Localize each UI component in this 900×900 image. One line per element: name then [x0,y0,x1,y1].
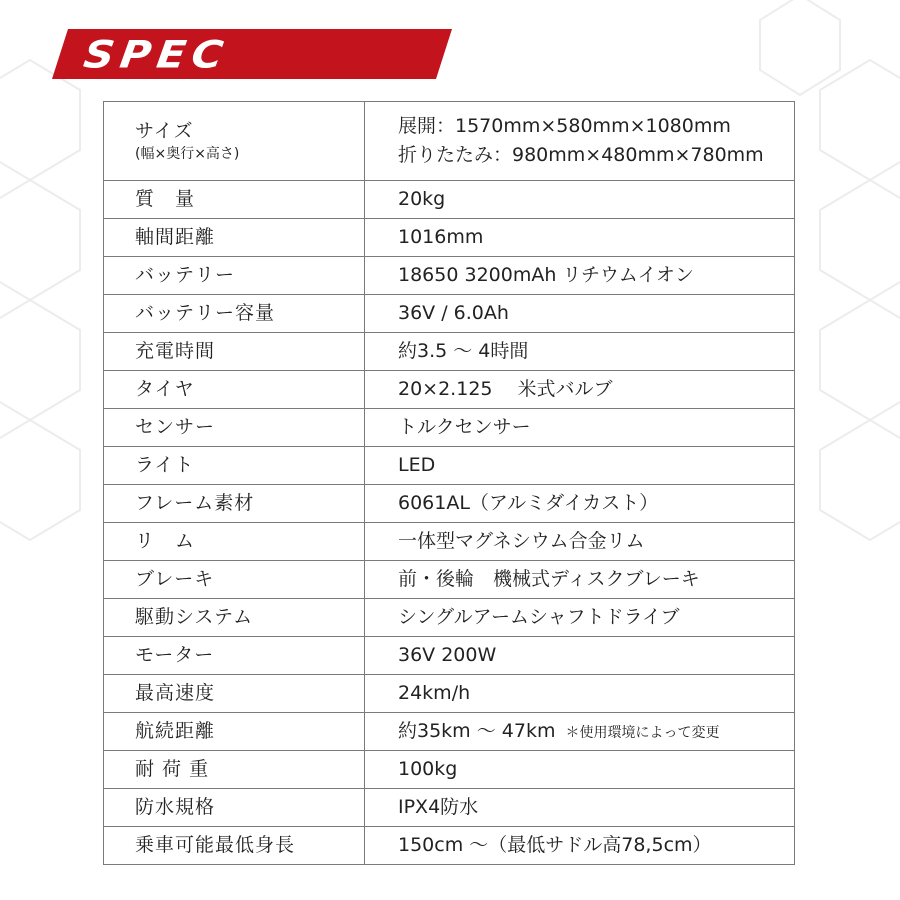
spec-label: モーター [104,637,365,675]
spec-row [104,219,795,257]
spec-row [104,257,795,295]
spec-row [104,447,795,485]
spec-value-text: シングルアームシャフトドライブ [398,606,680,629]
spec-value [365,599,795,637]
spec-row [104,523,795,561]
spec-label: 駆動システム [104,599,365,637]
spec-label: バッテリー [104,257,365,295]
spec-row [104,599,795,637]
spec-label: 航続距離 [104,713,365,751]
spec-label: 防水規格 [104,789,365,827]
spec-row [104,789,795,827]
spec-label: バッテリー容量 [104,295,365,333]
spec-value [365,219,795,257]
spec-row [104,713,795,751]
spec-value-text: LED [398,454,436,477]
spec-value [365,295,795,333]
spec-value-folded: 折りたたみ：980mm×480mm×780mm [398,144,764,166]
spec-label [104,102,365,181]
spec-value-text: 20×2.125 米式バルブ [398,378,613,401]
spec-table [103,101,795,865]
spec-value-text: 36V / 6.0Ah [398,302,509,325]
spec-value [365,333,795,371]
spec-value-text: トルクセンサー [398,416,531,439]
spec-value-text: 約3.5 ～ 4時間 [398,340,529,363]
spec-label: ブレーキ [104,561,365,599]
spec-label: 最高速度 [104,675,365,713]
spec-value [365,371,795,409]
spec-row [104,371,795,409]
spec-label: リ ム [104,523,365,561]
spec-label-sub: (幅×奥行×高さ) [135,145,240,162]
spec-value [365,523,795,561]
spec-row [104,485,795,523]
spec-row [104,181,795,219]
spec-value-text: 20kg [398,188,446,211]
spec-value-text: 1016mm [398,226,484,249]
spec-value-note: ＊使用環境によって変更 [565,725,720,742]
spec-value-text: 前・後輪 機械式ディスクブレーキ [398,568,700,591]
spec-value-text: 100kg [398,758,458,781]
spec-row [104,561,795,599]
spec-value [365,637,795,675]
spec-row [104,827,795,865]
spec-row [104,675,795,713]
spec-value-text: 18650 3200mAh リチウムイオン [398,264,694,287]
spec-value-text: 24km/h [398,682,471,705]
spec-value [365,561,795,599]
spec-row [104,637,795,675]
spec-value-text: 150cm ～（最低サドル高78,5cm） [398,834,712,857]
spec-label: フレーム素材 [104,485,365,523]
spec-label-main: サイズ [135,119,194,142]
spec-label: 軸間距離 [104,219,365,257]
spec-row [104,333,795,371]
spec-value-text: IPX4防水 [398,796,479,819]
spec-value [365,789,795,827]
page-title: SPEC [80,32,232,77]
spec-value-open: 展開：1570mm×580mm×1080mm [398,115,731,138]
spec-row [104,409,795,447]
spec-value [365,751,795,789]
spec-label: ライト [104,447,365,485]
spec-label: 質 量 [104,181,365,219]
spec-label: タイヤ [104,371,365,409]
spec-value-text: 一体型マグネシウム合金リム [398,530,645,553]
spec-value-text: 約35km ～ 47km [398,720,556,743]
spec-value [365,409,795,447]
spec-value [365,713,795,751]
spec-value [365,485,795,523]
spec-label: 乗車可能最低身長 [104,827,365,865]
spec-value-text: 6061AL（アルミダイカスト） [398,492,659,515]
spec-row [104,295,795,333]
spec-value [365,102,795,181]
spec-row-size [104,102,795,181]
spec-value [365,181,795,219]
spec-value [365,257,795,295]
spec-value [365,675,795,713]
spec-row [104,751,795,789]
spec-label: センサー [104,409,365,447]
spec-value [365,827,795,865]
spec-label: 耐 荷 重 [104,751,365,789]
spec-label: 充電時間 [104,333,365,371]
spec-value [365,447,795,485]
spec-value-text: 36V 200W [398,644,497,667]
